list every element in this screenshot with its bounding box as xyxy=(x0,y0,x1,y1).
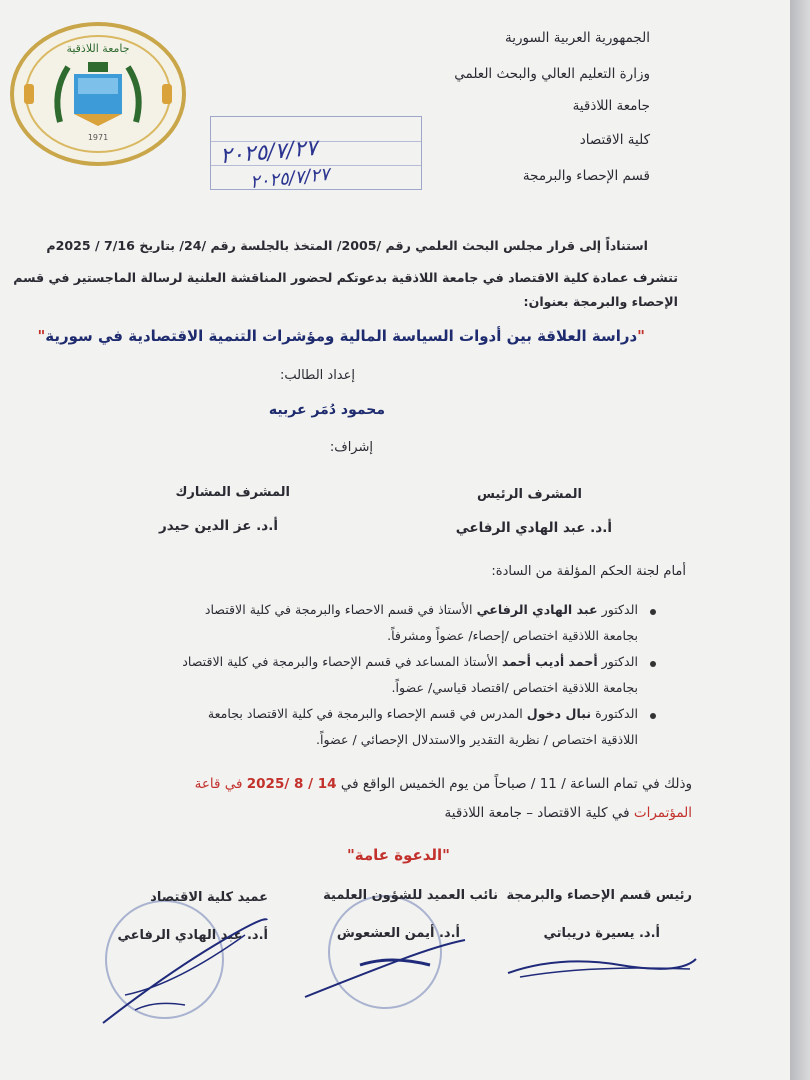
student-label: إعداد الطالب: xyxy=(279,368,355,383)
main-supervisor-label: المشرف الرئيس xyxy=(477,487,582,502)
signatory-2-title: نائب العميد للشؤون العلمية xyxy=(323,888,498,903)
header-country: الجمهورية العربية السورية xyxy=(505,30,650,46)
public-invitation: "الدعوة عامة" xyxy=(346,846,450,864)
main-supervisor-name: أ.د. عبد الهادي الرفاعي xyxy=(455,520,612,536)
signatory-2-name: أ.د. أيمن العشعوش xyxy=(336,926,460,941)
header-department: قسم الإحصاء والبرمجة xyxy=(522,168,650,184)
committee-member-3-detail: اللاذقية اختصاص / نظرية التقدير والاستدلال الإحصائي / عضواً. xyxy=(316,732,638,747)
university-logo xyxy=(10,22,186,166)
bullet-icon xyxy=(650,661,656,667)
svg-text:جامعة اللاذقية: جامعة اللاذقية xyxy=(66,42,130,55)
committee-member-2-detail: بجامعة اللاذقية اختصاص /اقتصاد قياسي/ عضواً. xyxy=(391,680,638,695)
signatory-3-title: عميد كلية الاقتصاد xyxy=(150,890,268,905)
signatory-3-name: أ.د. عبد الهادي الرفاعي xyxy=(117,928,268,943)
intro-department: الإحصاء والبرمجة بعنوان: xyxy=(523,294,678,309)
bullet-icon xyxy=(650,609,656,615)
committee-member-2: الدكتور أحمد أديب أحمد الأستاذ المساعد في قسم الإحصاء والبرمجة في كلية الاقتصاد xyxy=(182,654,638,669)
page-edge xyxy=(790,0,810,1080)
intro-decision: استناداً إلى قرار مجلس البحث العلمي رقم /2005/ المتخذ بالجلسة رقم /24/ بتاريخ 7/16 / 2025م xyxy=(46,238,648,253)
registration-date: ٢٠٢٥/٧/٢٧ xyxy=(249,163,331,194)
signatory-1-title: رئيس قسم الإحصاء والبرمجة xyxy=(506,888,692,903)
thesis-title: "دراسة العلاقة بين أدوات السياسة المالية ومؤشرات التنمية الاقتصادية في سورية" xyxy=(37,327,645,345)
committee-member-1-detail: بجامعة اللاذقية اختصاص /إحصاء/ عضواً ومشرفاً. xyxy=(387,628,638,643)
header-ministry: وزارة التعليم العالي والبحث العلمي xyxy=(454,66,650,82)
schedule-line: وذلك في تمام الساعة / 11 / صباحاً من يوم الخميس الواقع في 14 / 8 /2025 في قاعة xyxy=(194,776,692,792)
committee-intro: أمام لجنة الحكم المؤلفة من السادة: xyxy=(491,564,686,579)
registration-number: ٢٠٢٥/٧/٢٧ xyxy=(219,135,319,170)
header-faculty: كلية الاقتصاد xyxy=(579,132,650,148)
bullet-icon xyxy=(650,713,656,719)
signature-2 xyxy=(300,935,470,1005)
supervision-label: إشراف: xyxy=(329,440,373,455)
co-supervisor-name: أ.د. عز الدين حيدر xyxy=(158,518,278,534)
committee-member-3: الدكتورة نبال دخول المدرس في قسم الإحصاء والبرمجة في كلية الاقتصاد بجامعة xyxy=(207,706,638,721)
student-name: محمود دُمَر عربيه xyxy=(268,402,385,418)
signature-1 xyxy=(500,945,700,985)
svg-text:1971: 1971 xyxy=(87,133,109,142)
schedule-venue: المؤتمرات في كلية الاقتصاد – جامعة اللاذقية xyxy=(444,805,692,821)
co-supervisor-label: المشرف المشارك xyxy=(175,485,290,500)
committee-member-1: الدكتور عبد الهادي الرفاعي الأستاذ في قسم الاحصاء والبرمجة في كلية الاقتصاد xyxy=(204,602,638,617)
signature-3 xyxy=(95,915,275,1030)
signatory-1-name: أ.د. يسيرة دريباتي xyxy=(543,926,660,941)
intro-invitation: تتشرف عمادة كلية الاقتصاد في جامعة اللاذقية بدعوتكم لحضور المناقشة العلنية لرسالة الماجستير في قسم xyxy=(13,270,678,285)
header-university: جامعة اللاذقية xyxy=(572,98,650,114)
